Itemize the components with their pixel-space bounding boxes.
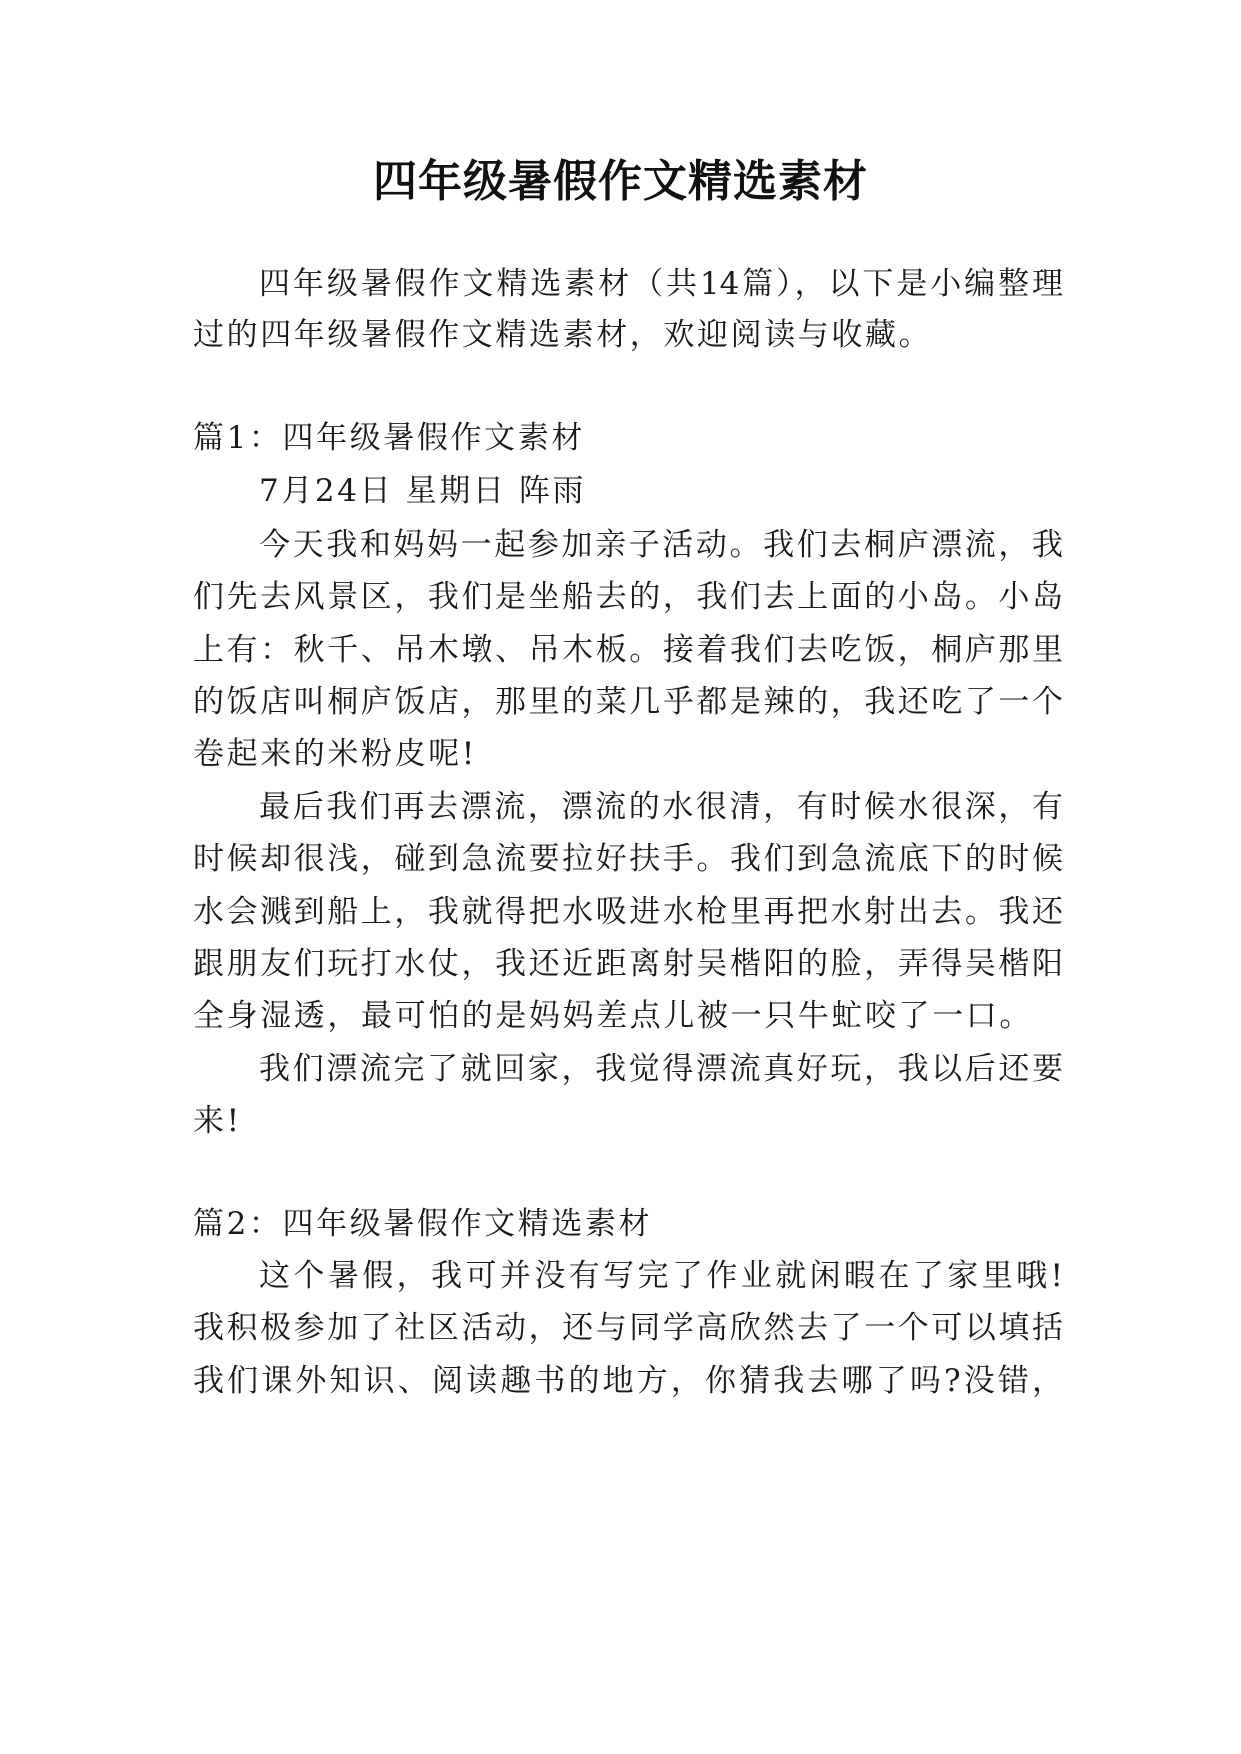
- document-title: 四年级暑假作文精选素材: [373, 156, 868, 207]
- section-heading: 篇2：四年级暑假作文精选素材: [193, 1206, 653, 1242]
- paragraph-line: 我们课外知识、阅读趣书的地方，你猜我去哪了吗?没错，: [193, 1363, 1063, 1399]
- paragraph-line: 时候却很浅，碰到急流要拉好扶手。我们到急流底下的时候: [193, 841, 1063, 877]
- paragraph-line: 全身湿透，最可怕的是妈妈差点儿被一只牛虻咬了一口。: [193, 998, 1033, 1034]
- section-heading: 篇1：四年级暑假作文素材: [193, 420, 585, 456]
- paragraph-line: 今天我和妈妈一起参加亲子活动。我们去桐庐漂流，我: [259, 527, 1063, 563]
- date-line: 7月24日 星期日 阵雨: [259, 473, 587, 509]
- paragraph-line: 最后我们再去漂流，漂流的水很清，有时候水很深，有: [259, 789, 1063, 825]
- intro-line: 过的四年级暑假作文精选素材，欢迎阅读与收藏。: [193, 317, 933, 353]
- intro-line: 四年级暑假作文精选素材（共14篇），以下是小编整理: [259, 266, 1063, 302]
- paragraph-line: 我们漂流完了就回家，我觉得漂流真好玩，我以后还要: [259, 1051, 1063, 1087]
- paragraph-line: 我积极参加了社区活动，还与同学高欣然去了一个可以填括: [193, 1310, 1063, 1346]
- paragraph-line: 的饭店叫桐庐饭店，那里的菜几乎都是辣的，我还吃了一个: [193, 684, 1063, 720]
- paragraph-line: 上有：秋千、吊木墩、吊木板。接着我们去吃饭，桐庐那里: [193, 632, 1063, 668]
- paragraph-line: 这个暑假，我可并没有写完了作业就闲暇在了家里哦!: [259, 1258, 1063, 1294]
- paragraph-line: 来!: [193, 1103, 242, 1139]
- paragraph-line: 水会溅到船上，我就得把水吸进水枪里再把水射出去。我还: [193, 894, 1063, 930]
- paragraph-line: 跟朋友们玩打水仗，我还近距离射吴楷阳的脸，弄得吴楷阳: [193, 946, 1063, 982]
- paragraph-line: 们先去风景区，我们是坐船去的，我们去上面的小岛。小岛: [193, 579, 1063, 615]
- paragraph-line: 卷起来的米粉皮呢!: [193, 736, 477, 772]
